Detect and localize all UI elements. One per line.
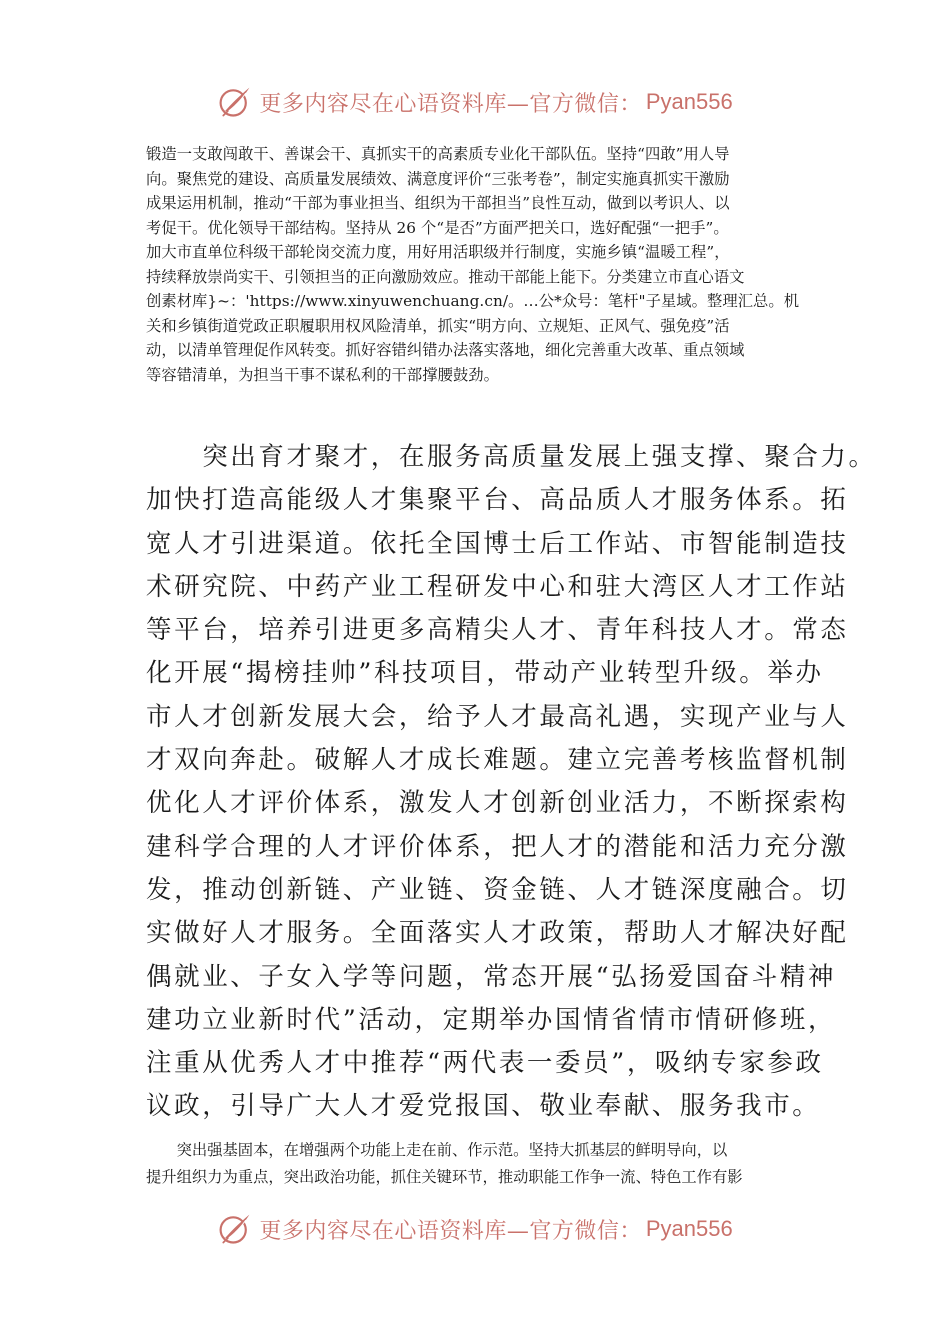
text-line: 考促干。优化领导干部结构。坚持从 26 个“是否”方面严把关口，选好配强“一把手”。: [146, 218, 729, 237]
text-line: 加大市直单位科级干部轮岗交流力度，用好用活职级并行制度，实施乡镇“温暖工程”，: [146, 243, 730, 261]
text-line: 术研究院、中药产业工程研发中心和驻大湾区人才工作站: [146, 571, 849, 602]
text-line: 化开展“揭榜挂帅”科技项目，带动产业转型升级。举办: [146, 658, 824, 689]
banner-text: 更多内容尽在心语资料库—官方微信：: [259, 91, 642, 117]
text-line: 市人才创新发展大会，给予人才最高礼遇，实现产业与人: [146, 701, 849, 732]
quill-logo-icon: [217, 84, 253, 120]
paragraph-cadre-team: [146, 142, 808, 387]
footer-banner: [0, 1207, 950, 1251]
paragraph-talent: [146, 436, 877, 1129]
banner-wechat-id: Pyan556: [645, 1216, 733, 1241]
text-line: 等平台，培养引进更多高精尖人才、青年科技人才。常态: [146, 615, 849, 646]
text-line: 实做好人才服务。全面落实人才政策，帮助人才解决好配: [146, 918, 849, 949]
text-line: 向。聚焦党的建设、高质量发展绩效、满意度评价“三张考卷”，制定实施真抓实干激励: [146, 169, 730, 188]
text-line: 成果运用机制，推动“干部为事业担当、组织为干部担当”良性互动，做到以考识人、以: [146, 194, 730, 212]
text-line: 才双向奔赴。破解人才成长难题。建立完善考核监督机制: [146, 745, 849, 776]
text-line: 宽人才引进渠道。依托全国博士后工作站、市智能制造技: [146, 528, 849, 559]
text-line: 加快打造高能级人才集聚平台、高品质人才服务体系。拓: [146, 485, 849, 516]
quill-logo-icon: [217, 1211, 253, 1247]
text-line: 持续释放崇尚实干、引领担当的正向激励效应。推动干部能上能下。分类建立市直心语文: [146, 267, 745, 286]
text-line: 建科学合理的人才评价体系，把人才的潜能和活力充分激: [146, 831, 849, 862]
text-line: 建功立业新时代”活动，定期举办国情省情市情研修班，: [146, 1004, 837, 1035]
text-line: 等容错清单，为担当干事不谋私利的干部撑腰鼓劲。: [146, 365, 499, 384]
text-line: 动，以清单管理促作风转变。抓好容错纠错办法落实落地，细化完善重大改革、重点领域: [146, 341, 745, 359]
text-line: 提升组织力为重点，突出政治功能，抓住关键环节，推动职能工作争一流、特色工作有影: [146, 1168, 743, 1186]
text-line: 锻造一支敢闯敢干、善谋会干、真抓实干的高素质专业化干部队伍。坚持“四敢”用人导: [146, 145, 730, 163]
paragraph-grassroots: [146, 1137, 808, 1191]
text-line: 关和乡镇街道党政正职履职用权风险清单，抓实“明方向、立规矩、正风气、强免疫”活: [146, 316, 730, 335]
text-line: 创素材库}~：'https://www.xinyuwenchuang.cn/。…公*众号：笔杆"子星域。整理汇总。机: [146, 292, 800, 310]
text-line: 突出育才聚才，在服务高质量发展上强支撑、聚合力。: [146, 442, 877, 472]
banner-text: 更多内容尽在心语资料库—官方微信：: [259, 1218, 642, 1244]
header-banner: [0, 80, 950, 124]
text-line: 优化人才评价体系，激发人才创新创业活力，不断探索构: [146, 788, 849, 819]
text-line: 突出强基固本，在增强两个功能上走在前、作示范。坚持大抓基层的鲜明导向，以: [146, 1141, 728, 1159]
text-line: 偶就业、子女入学等问题，常态开展“弘扬爱国奋斗精神: [146, 961, 837, 992]
text-line: 发，推动创新链、产业链、资金链、人才链深度融合。切: [146, 874, 849, 905]
text-line: 注重从优秀人才中推荐“两代表一委员”，吸纳专家参政: [146, 1048, 824, 1079]
text-line: 议政，引导广大人才爱党报国、敬业奉献、服务我市。: [146, 1091, 821, 1122]
banner-wechat-id: Pyan556: [645, 89, 733, 114]
